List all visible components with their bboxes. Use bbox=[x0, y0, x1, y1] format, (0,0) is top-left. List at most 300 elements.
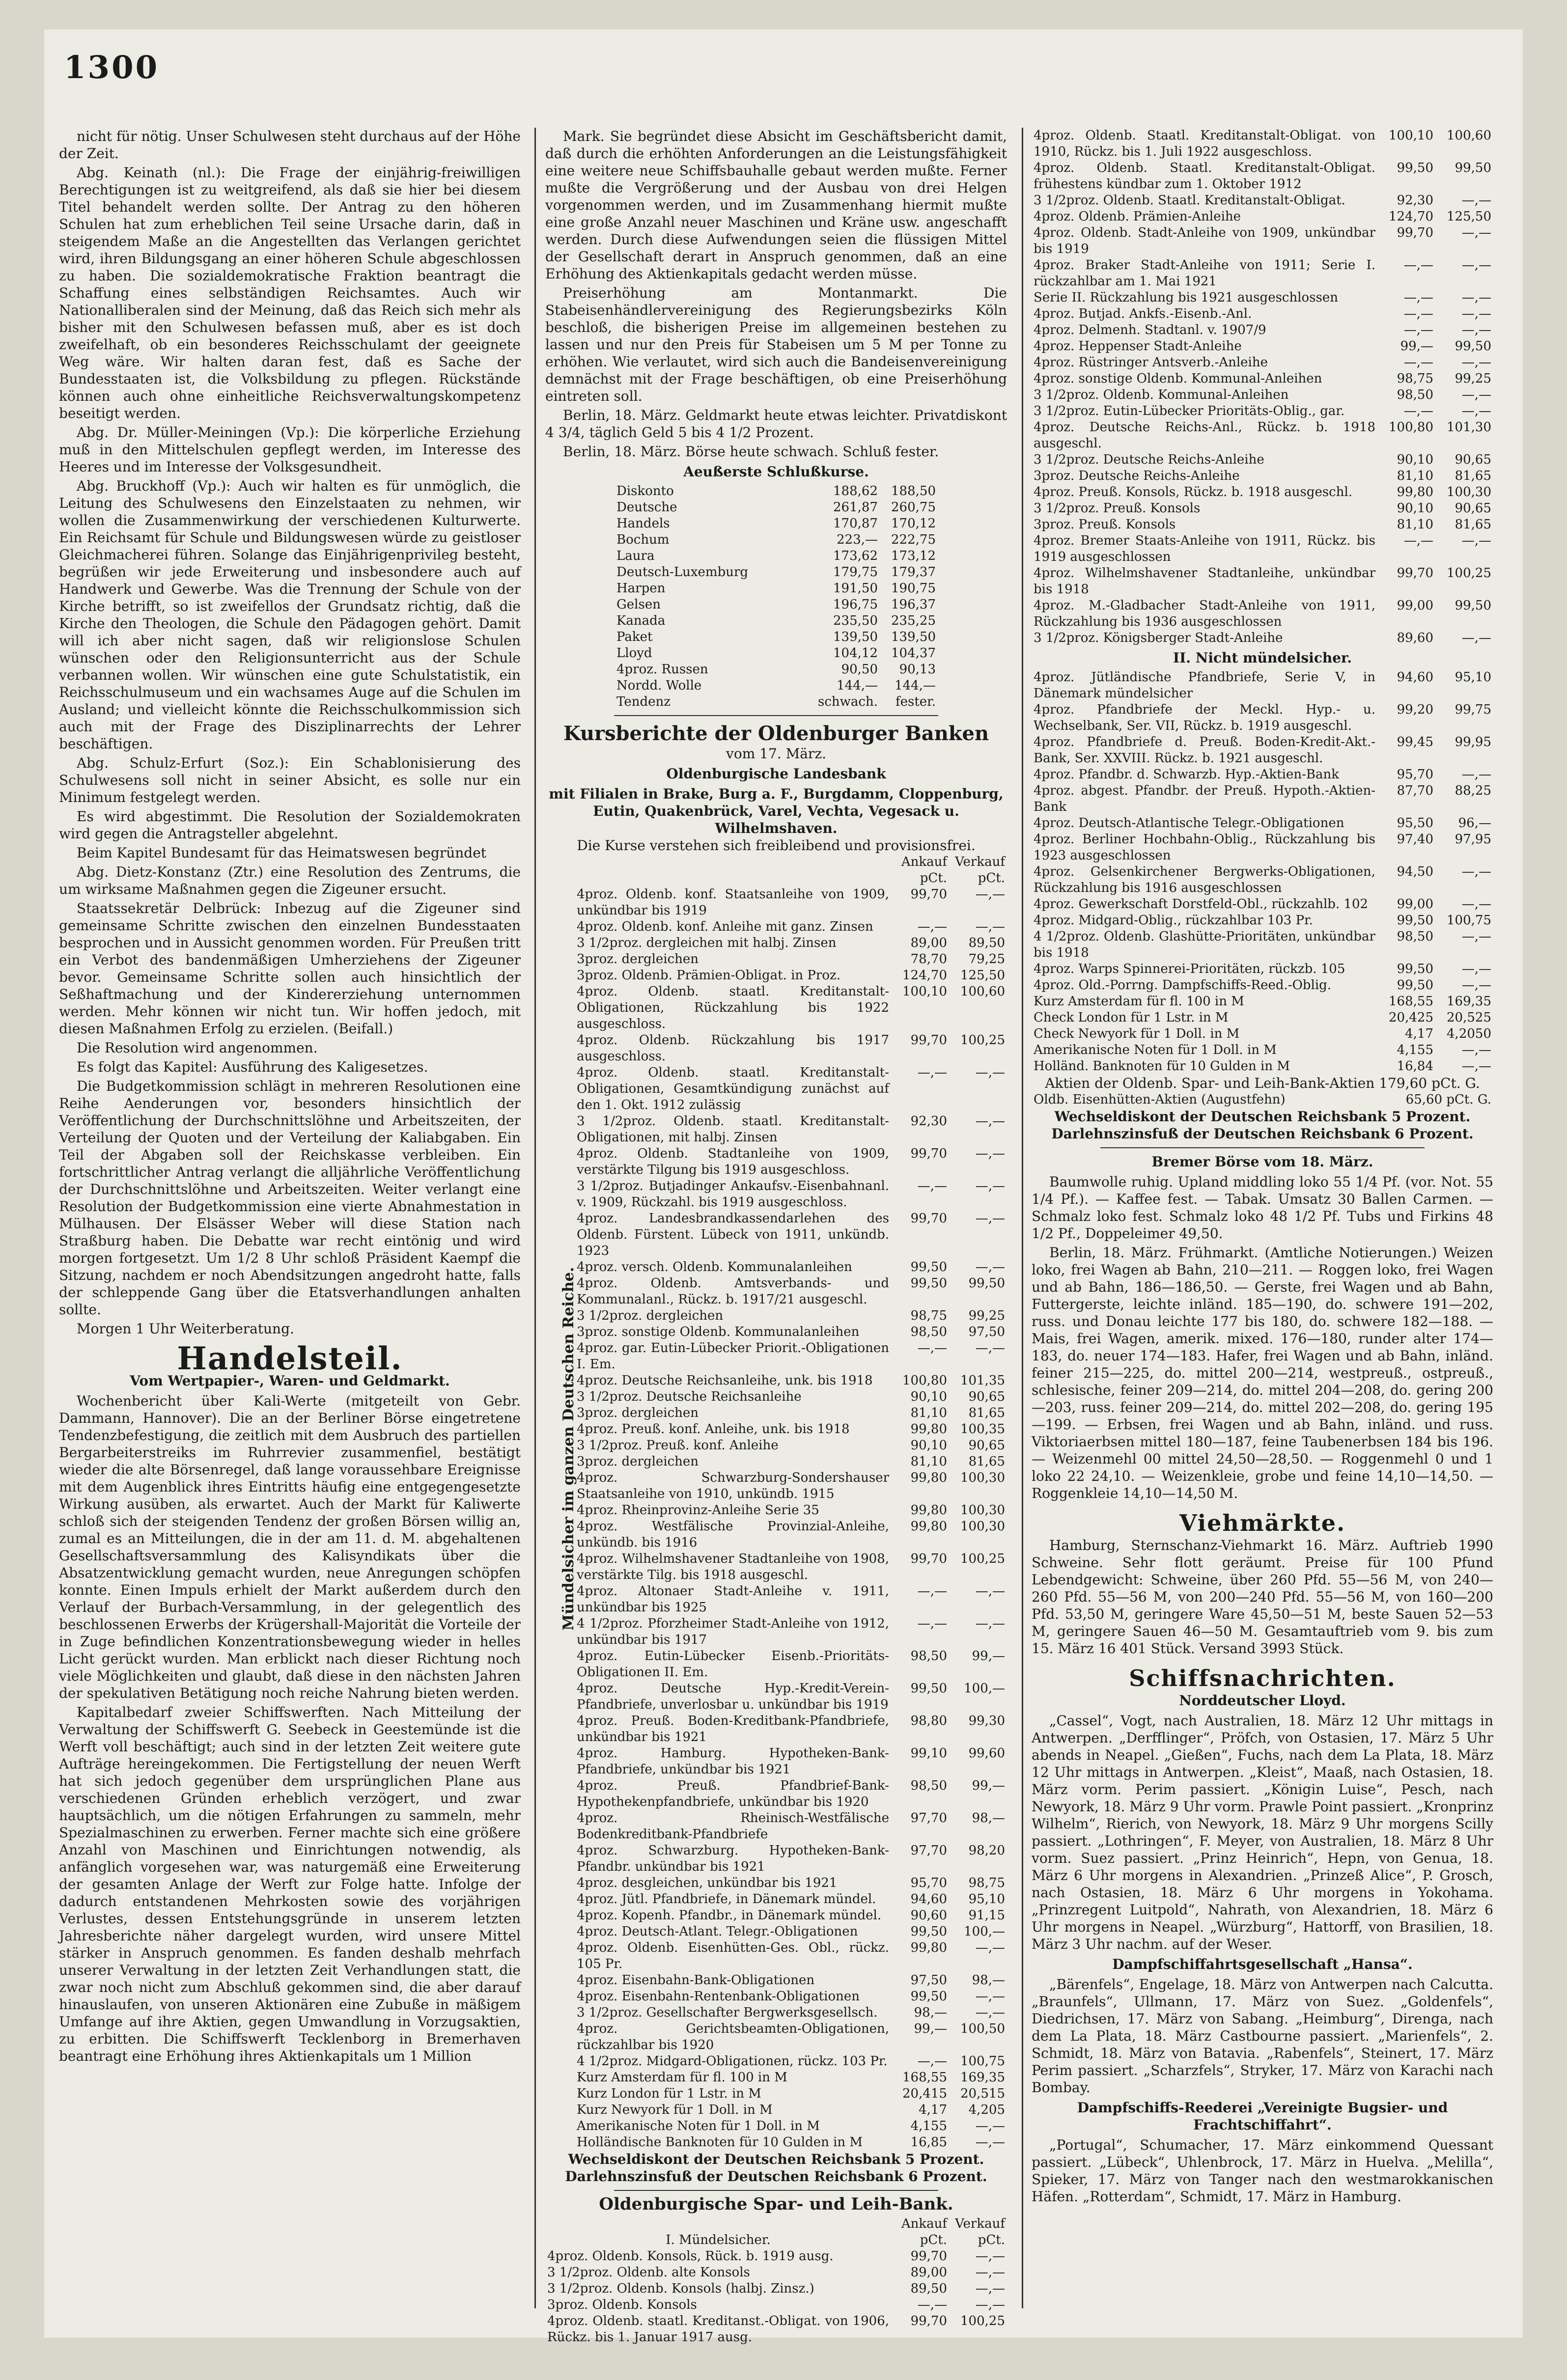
row-label: Diskonto bbox=[616, 484, 674, 498]
row-label: 4proz. Eisenbahn-Bank-Obligationen bbox=[577, 1973, 815, 1988]
rate-row bbox=[575, 2005, 1007, 2021]
rate-row bbox=[575, 886, 1007, 919]
row-value: 99,45 bbox=[1397, 735, 1433, 749]
row-value: 90,65 bbox=[1455, 501, 1491, 516]
row-value: 99,50 bbox=[910, 1681, 947, 1696]
row-value: 99,80 bbox=[910, 1519, 947, 1534]
row-value: 99,75 bbox=[1455, 702, 1491, 717]
row-value: —,— bbox=[917, 1341, 947, 1356]
row-value: 124,70 bbox=[902, 968, 947, 983]
row-label: 4proz. sonstige Oldenb. Kommunal-Anleihen bbox=[1034, 371, 1322, 386]
row-value: 97,70 bbox=[910, 1811, 947, 1826]
row-label: 4proz. Oldenb. Prämien-Anleihe bbox=[1034, 209, 1241, 224]
row-label: Holländ. Banknoten für 10 Gulden in M bbox=[1034, 1059, 1290, 1074]
spar-rates-table bbox=[545, 2248, 1007, 2346]
row-label: Amerikanische Noten für 1 Doll. in M bbox=[1034, 1043, 1277, 1057]
row-label: 3 1/2proz. Oldenb. staatl. Kreditanstalt-Obligationen, mit halbj. Zinsen bbox=[577, 1114, 889, 1145]
row-label: 4proz. Midgard-Oblig., rückzahlbar 103 Pr. bbox=[1034, 913, 1313, 928]
rate-row bbox=[1032, 322, 1493, 338]
rate-row bbox=[1032, 290, 1493, 306]
row-value: 89,60 bbox=[1397, 631, 1433, 645]
row-value: 99,70 bbox=[910, 887, 947, 902]
row-value: 20,415 bbox=[902, 2086, 947, 2101]
row-value: 100,25 bbox=[960, 2314, 1005, 2328]
row-value: —,— bbox=[1461, 1059, 1491, 1074]
row-value: 95,10 bbox=[1455, 670, 1491, 685]
row-value: 100,10 bbox=[1389, 128, 1433, 143]
row-value: —,— bbox=[1461, 225, 1491, 240]
paragraph: Kapitalbedarf zweier Schiffswerften. Nach Mitteilung der Verwaltung der Schiffswerft G. Seebeck in Geestemünde ist die Werft voll beschäftigt; auch sind in der letzten Zeit weitere gute Aufträge hereingekommen. Die Fertigstellung der neuen Werft hat sich jedoch gegenüber dem ursprünglichen Plane aus verschiedenen Gründen erheblich verzögert, und zwar hauptsächlich, um die nötigen Erfahrungen zu sammeln, mehr Spezialmaschinen zu erwerben. Ferner machte sich eine größere Anzahl von Maschinen und Einrichtungen notwendig, als anfänglich vorgesehen war, was naturgemäß eine Erweiterung der gesamten Anlage der Werft zur Folge hatte. Infolge der dadurch entstandenen Mehrkosten sowie des vorjährigen Verlustes, dessen Entstehungsgründe in unserem letzten Jahresberichte näher dargelegt wurden, wird unsere Mittel stärker in Anspruch genommen. Es fanden deshalb mehrfach unserer Verwaltung in der letzten Zeit Verhandlungen statt, die zwar noch nicht zum Abschluß gekommen sind, die aber darauf hinauslaufen, von unseren Aktionären eine Zubuße in mäßigem Umfange auf ihre Aktien, gegen Umwandlung in Vorzugsaktien, zu erbitten. Die Schiffswerft Tecklenborg in Bremerhaven beantragt eine Erhöhung ihres Aktienkapitals um 1 Million bbox=[59, 1704, 521, 2064]
row-value: 139,50 bbox=[833, 630, 878, 644]
row-value: 92,30 bbox=[910, 1114, 947, 1129]
section-subtitle: Vom Wertpapier-, Waren- und Geldmarkt. bbox=[130, 1373, 450, 1389]
row-value: 95,50 bbox=[1397, 816, 1433, 830]
spar-table-head bbox=[545, 2216, 1007, 2248]
aktien-note bbox=[1032, 1075, 1493, 1092]
paragraph: „Cassel“, Vogt, nach Australien, 18. März 12 Uhr mittags in Antwerpen. „Derfflinger“, Pröfch, von Ostasien, 17. März 5 Uhr abends in Neapel. „Gießen“, Fuchs, nach dem La Plata, 18. März 12 Uhr mittags in Antwerpen. „Kleist“, Maaß, nach Ostasien, 18. März vorm. Perim passiert. „Königin Luise“, Pesch, nach Newyork, 18. März 9 Uhr vorm. Prawle Point passiert. „Kronprinz Wilhelm“, Rierich, von Newyork, 18. März 9 Uhr morgens Scilly passiert. „Lothringen“, F. Meyer, von Australien, 18. März 8 Uhr vorm. Suez passiert. „Prinz Heinrich“, Hepn, von Genua, 18. März 6 Uhr morgens in Alexandrien. „Prinzeß Alice“, P. Grosch, nach Ostasien, 18. März 6 Uhr morgens in Yokohama. „Prinzregent Luitpold“, Nahrath, von Alexandrien, 18. März 6 Uhr morgens in Neapel. „Würzburg“, Hattorff, von Brasilien, 18. März 3 Uhr nachm. auf der Weser. bbox=[1032, 1713, 1493, 1952]
column-1 bbox=[59, 128, 521, 2067]
rate-row bbox=[575, 1032, 1007, 1065]
paragraph: Berlin, 18. März. Geldmarkt heute etwas leichter. Privatdiskont 4 3/4, täglich Geld 5 bis 4 1/2 Prozent. bbox=[545, 407, 1007, 441]
row-value: 100,75 bbox=[1447, 913, 1491, 928]
row-value: 90,13 bbox=[899, 662, 936, 677]
rate-row bbox=[575, 2118, 1007, 2134]
row-label: Kurz Newyork für 1 Doll. in M bbox=[577, 2103, 773, 2117]
row-value: 87,70 bbox=[1397, 783, 1433, 798]
row-label: 3 1/2proz. Preuß. Konsols bbox=[1034, 501, 1201, 516]
rate-row bbox=[575, 1551, 1007, 1583]
rate-row bbox=[575, 1405, 1007, 1421]
row-value: 99,70 bbox=[910, 1033, 947, 1048]
row-label: 4proz. Preuß. konf. Anleihe, unk. bis 1918 bbox=[577, 1422, 850, 1437]
rate-row bbox=[1032, 1042, 1493, 1058]
row-value: 4,2050 bbox=[1447, 1026, 1491, 1041]
row-value: 100,80 bbox=[1389, 420, 1433, 435]
rate-row bbox=[1032, 913, 1493, 929]
rate-row bbox=[1032, 468, 1493, 484]
rate-row bbox=[1032, 1010, 1493, 1026]
row-label: Harpen bbox=[616, 581, 666, 596]
row-label: 4 1/2proz. Pforzheimer Stadt-Anleihe von 1912, unkündbar bis 1917 bbox=[577, 1616, 889, 1647]
row-value: 100,80 bbox=[902, 1373, 947, 1388]
row-value: —,— bbox=[975, 2297, 1005, 2312]
rates-table-a bbox=[1032, 128, 1493, 646]
row-value: 98,50 bbox=[910, 1649, 947, 1663]
rate-row bbox=[1032, 896, 1493, 913]
row-value: 99,80 bbox=[910, 1503, 947, 1518]
row-label: 4proz. Jütl. Pfandbriefe, in Dänemark mündel. bbox=[577, 1892, 876, 1907]
col-head: Ankauf bbox=[901, 2216, 947, 2231]
row-value: 99,80 bbox=[910, 1940, 947, 1955]
row-label: 3 1/2proz. Gesellschafter Bergwerksgesellsch. bbox=[577, 2005, 878, 2020]
row-label: Bochum bbox=[616, 532, 670, 547]
row-value: 261,87 bbox=[833, 500, 878, 515]
row-label: 4proz. Pfandbriefe der Meckl. Hyp.- u. Wechselbank, Ser. VII, Rückz. b. 1919 ausgeschl. bbox=[1034, 702, 1375, 733]
row-value: 99,00 bbox=[1397, 598, 1433, 613]
rate-row bbox=[1032, 517, 1493, 533]
aktien-price: 65,60 pCt. G. bbox=[1405, 1092, 1491, 1107]
rate-row bbox=[575, 1713, 1007, 1745]
row-value: —,— bbox=[917, 1616, 947, 1631]
row-value: 97,40 bbox=[1397, 832, 1433, 847]
row-value: 90,60 bbox=[910, 1908, 947, 1923]
row-label: 4proz. Oldenb. Stadt-Anleihe von 1909, unkündbar bis 1919 bbox=[1034, 225, 1375, 256]
aktien-label: Oldb. Eisenhütten-Aktien (Augustfehn) bbox=[1034, 1092, 1286, 1107]
row-value: 191,50 bbox=[833, 581, 878, 596]
row-value: 99,80 bbox=[1397, 485, 1433, 499]
row-label: 4proz. Gerichtsbeamten-Obligationen, rückzahlbar bis 1920 bbox=[577, 2021, 889, 2052]
schlusskurs-row bbox=[615, 581, 938, 597]
rate-row bbox=[1032, 630, 1493, 646]
row-value: 124,70 bbox=[1389, 209, 1433, 224]
row-value: —,— bbox=[1461, 897, 1491, 912]
row-value: 168,55 bbox=[1389, 994, 1433, 1009]
row-label: Holländische Banknoten für 10 Gulden in M bbox=[577, 2135, 863, 2150]
column-2 bbox=[545, 128, 1007, 2346]
row-value: 99,50 bbox=[910, 1989, 947, 2004]
row-value: —,— bbox=[975, 2119, 1005, 2133]
row-value: 89,00 bbox=[910, 2265, 947, 2280]
rate-row bbox=[575, 1616, 1007, 1648]
row-value: 90,65 bbox=[1455, 452, 1491, 467]
row-value: 99,— bbox=[972, 1778, 1005, 1793]
rate-row bbox=[575, 1891, 1007, 1908]
schlusskurs-row bbox=[615, 532, 938, 548]
rate-row bbox=[1032, 355, 1493, 371]
row-label: Paket bbox=[616, 630, 653, 644]
row-value: —,— bbox=[1461, 323, 1491, 337]
rate-row bbox=[575, 1421, 1007, 1438]
row-value: 223,— bbox=[837, 532, 878, 547]
row-label: 3 1/2proz. Oldenb. Kommunal-Anleihen bbox=[1034, 387, 1289, 402]
paragraph: Die Resolution wird angenommen. bbox=[77, 1040, 318, 1056]
row-value: 98,50 bbox=[910, 1325, 947, 1339]
paragraph: Abg. Dietz-Konstanz (Ztr.) eine Resolution des Zentrums, die um wirksame Maßnahmen gegen die Zigeuner ersucht. bbox=[59, 864, 521, 897]
row-value: 99,60 bbox=[968, 1746, 1005, 1761]
row-value: 99,25 bbox=[1455, 371, 1491, 386]
row-label: 4proz. Westfälische Provinzial-Anleihe, unkündb. bis 1916 bbox=[577, 1519, 889, 1550]
schlusskurse-table bbox=[615, 483, 938, 710]
row-label: 3 1/2proz. Butjadinger Ankaufsv.-Eisenbahnanl. v. 1909, Rückzahl. bis 1919 ausgeschloss. bbox=[577, 1179, 889, 1210]
row-value: —,— bbox=[1461, 962, 1491, 976]
row-value: 81,10 bbox=[1397, 469, 1433, 483]
schlusskurs-row bbox=[615, 597, 938, 613]
rates-table-b bbox=[1032, 669, 1493, 1075]
rate-row bbox=[575, 935, 1007, 951]
row-value: 188,50 bbox=[891, 484, 936, 498]
rate-row bbox=[1032, 598, 1493, 630]
row-value: —,— bbox=[975, 1584, 1005, 1599]
row-label: 4proz. Delmenh. Stadtanl. v. 1907/9 bbox=[1034, 323, 1266, 337]
row-value: 91,15 bbox=[968, 1908, 1005, 1923]
paragraph: Es wird abgestimmt. Die Resolution der Sozialdemokraten wird gegen die Antragsteller abgelehnt. bbox=[59, 808, 521, 842]
row-value: 99,10 bbox=[910, 1746, 947, 1761]
row-label: 4proz. Jütländische Pfandbriefe, Serie V, in Dänemark mündelsicher bbox=[1034, 670, 1375, 701]
row-value: 97,50 bbox=[968, 1325, 1005, 1339]
row-label: Tendenz bbox=[616, 694, 671, 709]
row-label: 4proz. Gelsenkirchener Bergwerks-Obligationen, Rückzahlung bis 1916 ausgeschlossen bbox=[1034, 864, 1375, 895]
row-value: 98,50 bbox=[1397, 387, 1433, 402]
side-label-mundelsicher bbox=[560, 1090, 580, 1631]
row-value: schwach. bbox=[818, 694, 878, 709]
schlusskurs-row bbox=[615, 499, 938, 516]
rate-row bbox=[575, 1470, 1007, 1502]
row-label: Kanada bbox=[616, 613, 666, 628]
row-label: 4proz. Braker Stadt-Anleihe von 1911; Serie I. rückzahlbar am 1. Mai 1921 bbox=[1034, 258, 1375, 289]
row-label: 3 1/2proz. Eutin-Lübecker Prioritäts-Oblig., gar. bbox=[1034, 404, 1345, 418]
rate-row bbox=[1032, 977, 1493, 994]
row-label: 4proz. Gewerkschaft Dorstfeld-Obl., rückzahlb. 102 bbox=[1034, 897, 1369, 912]
row-label: 4proz. Oldenb. Konsols, Rück. b. 1919 ausg. bbox=[547, 2249, 834, 2264]
row-value: 222,75 bbox=[891, 532, 936, 547]
rate-row bbox=[1032, 565, 1493, 598]
row-value: 173,62 bbox=[833, 549, 878, 563]
row-value: 90,10 bbox=[910, 1389, 947, 1404]
row-label: 4proz. Wilhelmshavener Stadtanleihe von 1908, verstärkte Tilg. bis 1918 ausgeschl. bbox=[577, 1551, 889, 1582]
row-value: 125,50 bbox=[960, 968, 1005, 983]
row-value: 100,25 bbox=[1447, 566, 1491, 581]
row-value: 98,50 bbox=[910, 1778, 947, 1793]
row-value: 196,75 bbox=[833, 597, 878, 612]
schlusskurs-row bbox=[615, 516, 938, 532]
newspaper-page bbox=[44, 29, 1523, 2345]
row-label: 4proz. Oldenb. staatl. Kreditanstalt-Obligationen, Gesamtkündigung zunächst auf den 1. Okt. 1912 zulässig bbox=[577, 1065, 889, 1112]
row-value: 78,70 bbox=[910, 952, 947, 967]
rate-row bbox=[1032, 1058, 1493, 1075]
rate-row bbox=[545, 2297, 1007, 2313]
rate-row bbox=[545, 2248, 1007, 2265]
rate-row bbox=[575, 1211, 1007, 1259]
paragraph: Morgen 1 Uhr Weiterberatung. bbox=[77, 1321, 294, 1337]
row-label: 4proz. Deutsche Reichs-Anl., Rückz. b. 1918 ausgeschl. bbox=[1034, 420, 1375, 451]
row-value: 170,12 bbox=[891, 516, 936, 531]
row-value: 99,25 bbox=[968, 1308, 1005, 1323]
row-value: —,— bbox=[975, 1616, 1005, 1631]
row-value: —,— bbox=[975, 2249, 1005, 2264]
row-value: 89,00 bbox=[910, 936, 947, 950]
row-value: 170,87 bbox=[833, 516, 878, 531]
col-head: Verkauf bbox=[955, 855, 1005, 869]
row-value: —,— bbox=[917, 2054, 947, 2069]
row-value: 125,50 bbox=[1447, 209, 1491, 224]
row-value: —,— bbox=[1461, 258, 1491, 273]
row-label: 4proz. Rheinisch-Westfälische Bodenkreditbank-Pfandbriefe bbox=[577, 1811, 889, 1842]
row-value: 99,70 bbox=[1397, 225, 1433, 240]
schlusskurs-row bbox=[615, 564, 938, 581]
row-label: 4proz. Schwarzburg-Sondershauser Staatsanleihe von 1910, unkündb. 1915 bbox=[577, 1470, 889, 1501]
row-value: 81,65 bbox=[968, 1406, 1005, 1420]
row-value: 99,50 bbox=[1397, 161, 1433, 175]
rate-row bbox=[1032, 225, 1493, 257]
hansa-title: Dampfschiffahrtsgesellschaft „Hansa“. bbox=[1112, 1956, 1413, 1972]
column-3 bbox=[1032, 128, 1493, 2207]
row-value: 169,35 bbox=[1447, 994, 1491, 1009]
row-value: 235,50 bbox=[833, 613, 878, 628]
rate-row bbox=[1032, 994, 1493, 1010]
row-value: —,— bbox=[1461, 767, 1491, 782]
schlusskurs-row bbox=[615, 678, 938, 694]
row-value: 16,85 bbox=[910, 2135, 947, 2150]
row-value: 169,35 bbox=[960, 2070, 1005, 2085]
row-value: —,— bbox=[975, 2265, 1005, 2280]
paragraph: Abg. Schulz-Erfurt (Soz.): Ein Schablonisierung des Schulwesens soll nicht in seiner Absicht, es solle nur ein Minimum festgelegt werden. bbox=[59, 755, 521, 805]
row-value: —,— bbox=[1461, 929, 1491, 944]
row-value: —,— bbox=[917, 2297, 947, 2312]
row-value: 20,515 bbox=[960, 2086, 1005, 2101]
rate-row bbox=[575, 1113, 1007, 1146]
row-value: 144,— bbox=[895, 678, 936, 693]
rate-row bbox=[575, 1454, 1007, 1470]
paragraph: Abg. Bruckhoff (Vp.): Auch wir halten es für unmöglich, die Leitung des Schulwesens den Einzelstaaten zu nehmen, wir wollen die Zusammenwirkung der verschiedenen Kulturwerte. Ein Reichsamt für Schule und Bildungswesen würde zu geistloser Gleichmacherei führen. Solange das Einjährigenprivileg besteht, begrüßen wir jede Erweiterung und insbesondere auch auf Handwerk und Gewerbe. Was die Trennung der Schule von der Kirche betrifft, so ist zweifellos der Grundsatz richtig, daß die Kirche den Theologen, die Schule den Pädagogen gehört. Damit will ich aber nicht sagen, daß wir religionslose Schulen wünschen oder den Religionsunterricht aus der Schule verbannen wollen. Wir wünschen eine gute Schulstatistik, ein Reichsschulmuseum und ein wachsames Auge auf die Schulen im Ausland; und vielleicht könnte die Reichsschulkommission sich auch mit der Frage des Disziplinarrechts der Lehrer beschäftigen. bbox=[59, 478, 521, 752]
row-value: 100,30 bbox=[960, 1470, 1005, 1485]
oldenburg-table-head bbox=[545, 854, 1007, 886]
row-value: —,— bbox=[1461, 193, 1491, 208]
row-value: —,— bbox=[975, 2281, 1005, 2296]
rate-row bbox=[575, 1502, 1007, 1519]
rate-row bbox=[1032, 767, 1493, 783]
row-label: Amerikanische Noten für 1 Doll. in M bbox=[577, 2119, 820, 2133]
row-value: 100,35 bbox=[960, 1422, 1005, 1437]
row-label: 4proz. Oldenb. Eisenhütten-Ges. Obl., rückz. 105 Pr. bbox=[577, 1940, 889, 1971]
row-value: 88,25 bbox=[1455, 783, 1491, 798]
row-label: 4proz. abgest. Pfandbr. der Preuß. Hypoth.-Aktien-Bank bbox=[1034, 783, 1375, 814]
row-label: 3 1/2proz. Deutsche Reichsanleihe bbox=[577, 1389, 802, 1404]
rate-row bbox=[1032, 193, 1493, 209]
col-head: pCt. bbox=[978, 871, 1005, 886]
row-value: 100,30 bbox=[960, 1519, 1005, 1534]
col-head: pCt. bbox=[920, 2233, 947, 2247]
row-value: 99,— bbox=[1400, 339, 1433, 354]
row-value: 4,155 bbox=[910, 2119, 947, 2133]
row-label: Kurz Amsterdam für fl. 100 in M bbox=[1034, 994, 1244, 1009]
rate-row bbox=[1032, 484, 1493, 500]
row-value: 173,12 bbox=[891, 549, 936, 563]
vereinigte-title: Dampfschiffs-Reederei „Vereinigte Bugsier- und Frachtschiffahrt“. bbox=[1077, 2100, 1448, 2133]
rate-row bbox=[1032, 783, 1493, 815]
rate-row bbox=[1032, 702, 1493, 734]
row-value: 100,— bbox=[964, 1924, 1005, 1939]
row-value: 190,75 bbox=[891, 581, 936, 596]
row-value: 90,65 bbox=[968, 1389, 1005, 1404]
schlusskurs-row bbox=[615, 694, 938, 710]
rate-row bbox=[575, 1875, 1007, 1891]
row-value: 92,30 bbox=[1397, 193, 1433, 208]
row-label: 4proz. M.-Gladbacher Stadt-Anleihe von 1911, Rückzahlung bis 1936 ausgeschlossen bbox=[1034, 598, 1375, 629]
row-label: 3proz. dergleichen bbox=[577, 952, 699, 967]
row-label: Kurz Amsterdam für fl. 100 in M bbox=[577, 2070, 787, 2085]
rate-row bbox=[1032, 160, 1493, 193]
row-label: 4proz. Eisenbahn-Rentenbank-Obligationen bbox=[577, 1989, 860, 2004]
row-value: —,— bbox=[975, 1989, 1005, 2004]
row-value: 79,25 bbox=[968, 952, 1005, 967]
row-label: 4proz. Altonaer Stadt-Anleihe v. 1911, unkündbar bis 1925 bbox=[577, 1584, 889, 1615]
row-value: 90,65 bbox=[968, 1438, 1005, 1453]
row-value: 98,— bbox=[914, 2005, 947, 2020]
spar-bank-title: Oldenburgische Spar- und Leih-Bank. bbox=[599, 2194, 953, 2214]
row-label: 4proz. Oldenb. Staatl. Kreditanstalt-Obligat. frühestens kündbar zum 1. Oktober 1912 bbox=[1034, 161, 1375, 192]
rate-row bbox=[575, 1745, 1007, 1778]
row-value: fester. bbox=[895, 694, 936, 709]
rate-row bbox=[1032, 961, 1493, 977]
paragraph: Wochenbericht über Kali-Werte (mitgeteilt von Gebr. Dammann, Hannover). Die an der Berliner Börse eingetretene Tendenzbefestigung, die zeitlich mit dem Ausbruch des partiellen Bergarbeiterstreiks im Ruhrrevier zusammenfiel, bestätigt wieder die alte Börsenregel, daß lange voraussehbare Ereignisse mit dem Augenblick ihres Eintritts häufig eine entgegengesetzte Wirkung ausüben, als erwartet. Auch der Markt für Kaliwerte schloß sich der steigenden Tendenz der großen Börsen willig an, zumal es an Mitteilungen, die in der am 11. d. M. abgehaltenen Gesellschaftsversammlung des Kalisyndikats über die Absatzentwicklung gemacht wurden, neue Anregungen schöpfen konnte. Einen Impuls erhielt der Markt außerdem durch den Verlauf der Burbach-Versammlung, in der gelegentlich des beschlossenen Erwerbs der Krügershall-Majorität die Vorteile der in Zuge befindlichen Konzentrationsbewegung wieder in helles Licht gerückt wurden. Man erblickt nach dieser Richtung noch viele Möglichkeiten und glaubt, daß diese in den nächsten Jahren der spekulativen Betätigung noch reiche Nahrung bieten werden. bbox=[59, 1393, 521, 1701]
row-value: 94,60 bbox=[1397, 670, 1433, 685]
row-label: 4proz. Kopenh. Pfandbr., in Dänemark mündel. bbox=[577, 1908, 882, 1923]
row-value: —,— bbox=[917, 1065, 947, 1080]
schlusskurse-title: Aeußerste Schlußkurse. bbox=[683, 464, 869, 480]
paragraph: Staatssekretär Delbrück: Inbezug auf die Zigeuner sind gemeinsame Schritte zwischen den einzelnen Bundesstaaten besprochen und in Aussicht genommen worden. Für Preußen tritt ein Verbot des bandenmäßigen Umherziehens der Zigeuner bevor. Gemeinsame Schritte sollen auch hinsichtlich der Seßhaftmachung und der Kindererziehung unternommen werden. Mehr können wir nicht tun. Wir hoffen jedoch, mit diesen Maßnahmen Erfolg zu erzielen. (Beifall.) bbox=[59, 900, 521, 1037]
row-value: 81,65 bbox=[968, 1454, 1005, 1469]
rate-row bbox=[575, 1438, 1007, 1454]
row-value: 260,75 bbox=[891, 500, 936, 515]
row-value: 95,70 bbox=[1397, 767, 1433, 782]
oldenburg-rates-table bbox=[575, 886, 1007, 2151]
row-value: —,— bbox=[1461, 864, 1491, 879]
row-label: 4proz. versch. Oldenb. Kommunalanleihen bbox=[577, 1260, 852, 1274]
oldenburg-branches: mit Filialen in Brake, Burg a. F., Burgdamm, Cloppenburg, Eutin, Quakenbrück, Varel, Vechta, Vegesack u. Wilhelmshaven. bbox=[549, 786, 1004, 836]
row-label: 4proz. Oldenb. staatl. Kreditanst.-Obligat. von 1906, Rückz. bis 1. Januar 1917 ausg. bbox=[547, 2314, 889, 2345]
row-value: —,— bbox=[975, 887, 1005, 902]
paragraph: Abg. Dr. Müller-Meiningen (Vp.): Die körperliche Erziehung muß in den Mittelschulen gepflegt werden, im Interesse des Heeres und im Interesse der Volksgesundheit. bbox=[59, 424, 521, 475]
rate-row bbox=[575, 1275, 1007, 1308]
row-value: —,— bbox=[917, 919, 947, 934]
rate-line: Darlehnszinsfuß der Deutschen Reichsbank 6 Prozent. bbox=[1051, 1126, 1474, 1142]
row-value: 98,— bbox=[972, 1973, 1005, 1988]
row-value: 188,62 bbox=[833, 484, 878, 498]
row-label: 4proz. Schwarzburg. Hypotheken-Bank-Pfandbr. unkündbar bis 1921 bbox=[577, 1843, 889, 1874]
row-value: 99,50 bbox=[1455, 598, 1491, 613]
row-label: Serie II. Rückzahlung bis 1921 ausgeschlossen bbox=[1034, 290, 1339, 305]
row-value: 139,50 bbox=[891, 630, 936, 644]
rate-row bbox=[575, 919, 1007, 935]
row-value: 144,— bbox=[837, 678, 878, 693]
row-label: 4proz. Rheinprovinz-Anleihe Serie 35 bbox=[577, 1503, 819, 1518]
row-value: 168,55 bbox=[902, 2070, 947, 2085]
row-value: —,— bbox=[1403, 404, 1433, 418]
row-value: 100,30 bbox=[1447, 485, 1491, 499]
row-label: 4proz. desgleichen, unkündbar bis 1921 bbox=[577, 1876, 838, 1890]
schlusskurs-row bbox=[615, 645, 938, 662]
rate-row bbox=[1032, 403, 1493, 419]
schlusskurs-row bbox=[615, 548, 938, 564]
rate-row bbox=[575, 984, 1007, 1032]
rate-row bbox=[575, 1908, 1007, 1924]
schlusskurs-row bbox=[615, 613, 938, 629]
rate-row bbox=[575, 2053, 1007, 2070]
row-label: 3 1/2proz. dergleichen mit halbj. Zinsen bbox=[577, 936, 837, 950]
row-value: —,— bbox=[1461, 533, 1491, 548]
row-value: —,— bbox=[1461, 355, 1491, 370]
rate-row bbox=[1032, 128, 1493, 160]
row-value: —,— bbox=[1403, 355, 1433, 370]
rate-row bbox=[1032, 533, 1493, 565]
row-label: 4proz. gar. Eutin-Lübecker Priorit.-Obligationen I. Em. bbox=[577, 1341, 889, 1372]
row-label: 4proz. Butjad. Ankfs.-Eisenb.-Anl. bbox=[1034, 306, 1252, 321]
rate-row bbox=[1032, 257, 1493, 290]
row-value: —,— bbox=[1461, 1043, 1491, 1057]
row-value: —,— bbox=[1461, 306, 1491, 321]
row-label: 4proz. Deutsch-Atlant. Telegr.-Obligationen bbox=[577, 1924, 858, 1939]
row-value: —,— bbox=[917, 1179, 947, 1193]
row-value: 16,84 bbox=[1397, 1059, 1433, 1074]
row-value: 97,50 bbox=[910, 1973, 947, 1988]
paragraph: nicht für nötig. Unser Schulwesen steht durchaus auf der Höhe der Zeit. bbox=[59, 128, 521, 162]
row-value: 99,50 bbox=[910, 1924, 947, 1939]
side-label-text: Mündelsicher im ganzen Deutschen Reiche. bbox=[560, 1267, 577, 1631]
row-label: Kurz London für 1 Lstr. in M bbox=[577, 2086, 761, 2101]
rate-row bbox=[575, 1924, 1007, 1940]
row-label: 3 1/2proz. Königsberger Stadt-Anleihe bbox=[1034, 631, 1283, 645]
row-value: 104,12 bbox=[833, 646, 878, 661]
